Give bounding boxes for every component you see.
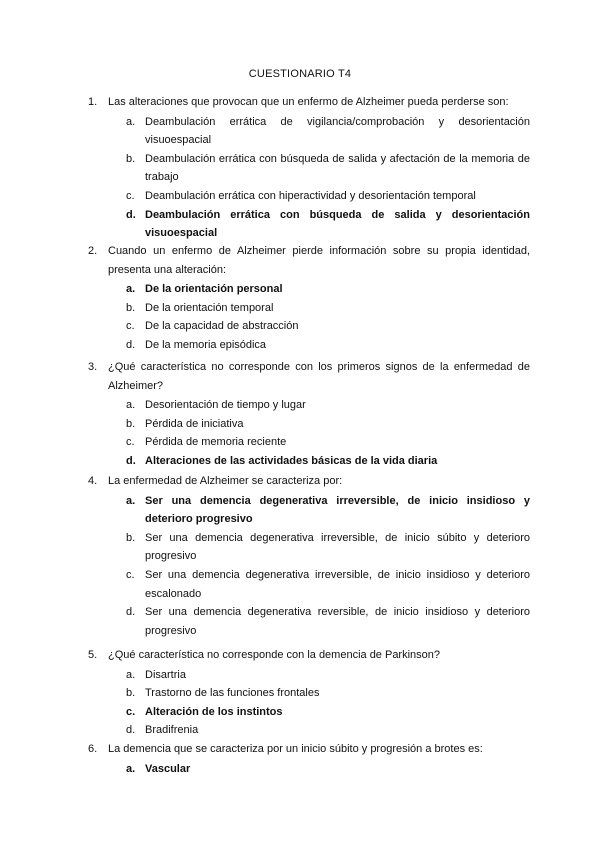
option-list xyxy=(88,113,530,243)
option-text: Ser una demencia degenerativa irreversible, de inicio insidioso y deterioro escalonado xyxy=(145,568,530,600)
option-letter: c. xyxy=(126,320,135,333)
option-text: Trastorno de las funciones frontales xyxy=(145,687,320,700)
option-text: Deambulación errática con búsqueda de salida y desorientación visuoespacial xyxy=(145,208,530,240)
option-6-a xyxy=(88,760,530,779)
question-number: 6. xyxy=(88,743,98,755)
option-text: Ser una demencia degenerativa irreversible, de inicio súbito y deterioro progresivo xyxy=(145,531,530,563)
option-4-d xyxy=(88,603,530,640)
question-text: ¿Qué característica no corresponde con los primeros signos de la enfermedad de Alzheimer? xyxy=(108,361,530,392)
option-text: Deambulación errática con búsqueda de salida y afectación de la memoria de trabajo xyxy=(145,152,530,184)
option-3-b xyxy=(88,415,530,434)
option-letter: a. xyxy=(126,668,136,681)
option-1-c xyxy=(88,187,530,206)
option-2-d xyxy=(88,336,530,355)
option-text: Disartria xyxy=(145,668,186,681)
option-list xyxy=(88,396,530,470)
option-2-a xyxy=(88,280,530,299)
option-text: Ser una demencia degenerativa reversible, de inicio insidioso y deterioro progresivo xyxy=(145,606,530,637)
question-number: 2. xyxy=(88,245,98,257)
option-4-a xyxy=(88,492,530,529)
option-letter: b. xyxy=(126,301,136,314)
question-6 xyxy=(88,740,530,778)
option-text: Alteraciones de las actividades básicas de la vida diaria xyxy=(145,454,438,467)
question-number: 4. xyxy=(88,475,98,487)
option-list xyxy=(88,666,530,740)
document-title: CUESTIONARIO T4 xyxy=(248,68,352,80)
question-3 xyxy=(88,358,530,471)
question-number: 5. xyxy=(88,649,98,661)
option-letter: d. xyxy=(126,724,136,737)
option-text: Ser una demencia degenerativa irreversible, de inicio insidioso y deterioro progresivo xyxy=(145,494,530,526)
option-list xyxy=(88,280,530,354)
option-1-a xyxy=(88,113,530,150)
option-letter: b. xyxy=(126,531,136,544)
option-list xyxy=(88,760,530,779)
option-letter: a. xyxy=(126,762,136,775)
option-letter: d. xyxy=(126,208,136,221)
option-letter: a. xyxy=(126,283,136,296)
option-5-a xyxy=(88,666,530,685)
option-text: Desorientación de tiempo y lugar xyxy=(145,399,306,412)
question-text: ¿Qué característica no corresponde con la demencia de Parkinson? xyxy=(108,649,441,661)
question-text: La enfermedad de Alzheimer se caracteriza por: xyxy=(108,475,343,487)
option-letter: d. xyxy=(126,338,136,351)
option-text: Bradifrenia xyxy=(145,724,199,737)
option-text: Deambulación errática con hiperactividad y desorientación temporal xyxy=(145,189,476,202)
option-text: De la orientación temporal xyxy=(145,301,274,314)
option-3-c xyxy=(88,433,530,452)
option-2-b xyxy=(88,299,530,318)
option-letter: b. xyxy=(126,417,136,430)
option-text: Pérdida de memoria reciente xyxy=(145,436,287,449)
option-5-b xyxy=(88,684,530,703)
question-number: 3. xyxy=(88,361,98,373)
option-list xyxy=(88,492,530,641)
option-text: Vascular xyxy=(145,762,191,775)
option-5-d xyxy=(88,721,530,740)
option-letter: a. xyxy=(126,399,136,412)
question-text: Cuando un enfermo de Alzheimer pierde información sobre su propia identidad, presenta una alteración: xyxy=(108,245,530,276)
option-letter: d. xyxy=(126,606,136,619)
option-1-d xyxy=(88,206,530,243)
option-letter: a. xyxy=(126,494,136,507)
option-letter: c. xyxy=(126,436,135,449)
question-text: Las alteraciones que provocan que un enfermo de Alzheimer pueda perderse son: xyxy=(108,96,509,108)
option-text: Deambulación errática de vigilancia/comprobación y desorientación visuoespacial xyxy=(145,115,530,147)
question-text: La demencia que se caracteriza por un inicio súbito y progresión a brotes es: xyxy=(108,743,483,755)
option-letter: c. xyxy=(126,705,136,718)
option-4-b xyxy=(88,529,530,566)
question-2 xyxy=(88,242,530,355)
option-letter: b. xyxy=(126,152,136,165)
option-1-b xyxy=(88,150,530,187)
option-letter: d. xyxy=(126,454,136,467)
option-text: Pérdida de iniciativa xyxy=(145,417,244,430)
option-text: Alteración de los instintos xyxy=(145,705,283,718)
option-text: De la orientación personal xyxy=(145,283,283,296)
question-5 xyxy=(88,646,530,740)
option-4-c xyxy=(88,566,530,603)
option-letter: c. xyxy=(126,189,135,202)
option-text: De la memoria episódica xyxy=(145,338,267,351)
option-letter: b. xyxy=(126,687,136,700)
option-letter: c. xyxy=(126,568,135,581)
option-3-d xyxy=(88,452,530,471)
option-2-c xyxy=(88,317,530,336)
question-1 xyxy=(88,93,530,243)
option-letter: a. xyxy=(126,115,136,128)
option-3-a xyxy=(88,396,530,415)
question-number: 1. xyxy=(88,96,98,108)
option-text: De la capacidad de abstracción xyxy=(145,320,299,333)
question-4 xyxy=(88,472,530,640)
option-5-c xyxy=(88,703,530,722)
